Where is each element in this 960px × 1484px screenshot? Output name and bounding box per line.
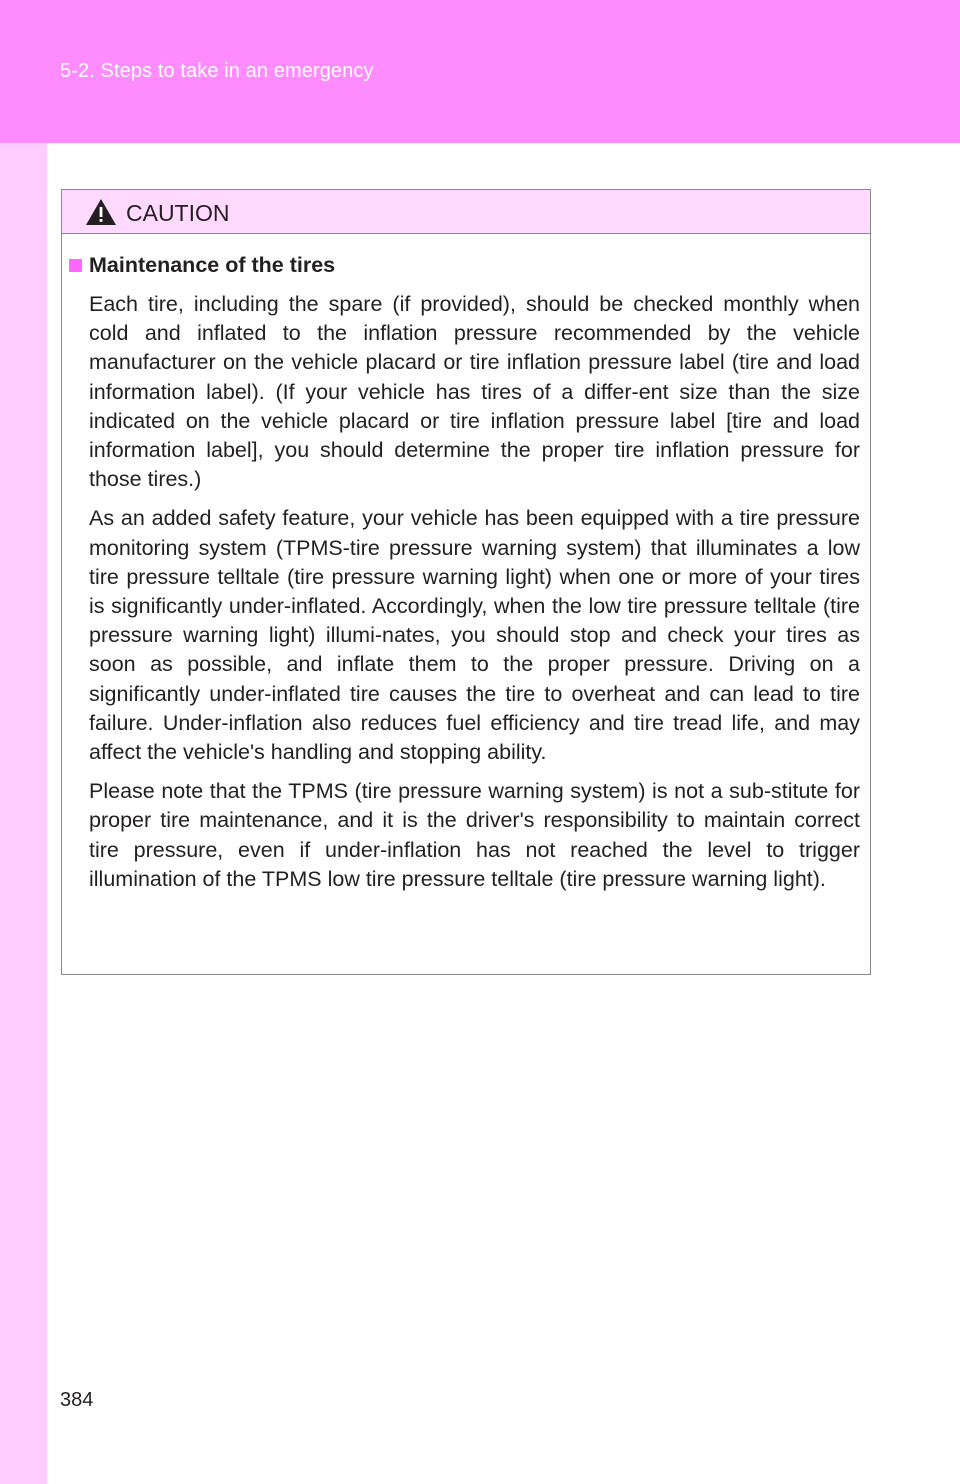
subheading xyxy=(69,251,860,280)
square-bullet-icon xyxy=(69,259,82,272)
page-number: 384 xyxy=(60,1389,94,1411)
caution-label: CAUTION xyxy=(126,200,230,226)
warning-triangle-icon xyxy=(85,198,117,226)
header-band xyxy=(0,0,960,143)
subheading-text: Maintenance of the tires xyxy=(89,253,336,277)
section-title: 5-2. Steps to take in an emergency xyxy=(60,60,374,82)
caution-body xyxy=(62,234,870,894)
side-band xyxy=(0,143,47,1484)
caution-header xyxy=(62,190,870,234)
paragraph: As an added safety feature, your vehicle has been equipped with a tire pressure monitoring system (TPMS-tire pressure warning system) that illuminates a low tire pressure telltale (tire pressure warning light) when one or more of your tires is significantly under-inflated. Accordingly, when the low tire pressure telltale (tire pressure warning light) illumi-nates, you should stop and check your tires as soon as possible, and inflate them to the proper pressure. Driving on a significantly under-inflated tire causes the tire to overheat and can lead to tire failure. Under-inflation also reduces fuel efficiency and tire tread life, and may affect the vehicle's handling and stopping ability. xyxy=(89,506,860,765)
caution-box xyxy=(61,189,871,975)
paragraph: Each tire, including the spare (if provided), should be checked monthly when cold and inflated to the inflation pressure recommended by the vehicle manufacturer on the vehicle placard or tire inflation pressure label (tire and load information label). (If your vehicle has tires of a differ-ent size than the size indicated on the vehicle placard or tire inflation pressure label [tire and load information label], you should determine the proper tire inflation pressure for those tires.) xyxy=(89,292,860,492)
paragraph: Please note that the TPMS (tire pressure warning system) is not a sub-stitute for proper tire maintenance, and it is the driver's responsibility to maintain correct tire pressure, even if under-inflation has not reached the level to trigger illumination of the TPMS low tire pressure telltale (tire pressure warning light). xyxy=(89,779,860,891)
